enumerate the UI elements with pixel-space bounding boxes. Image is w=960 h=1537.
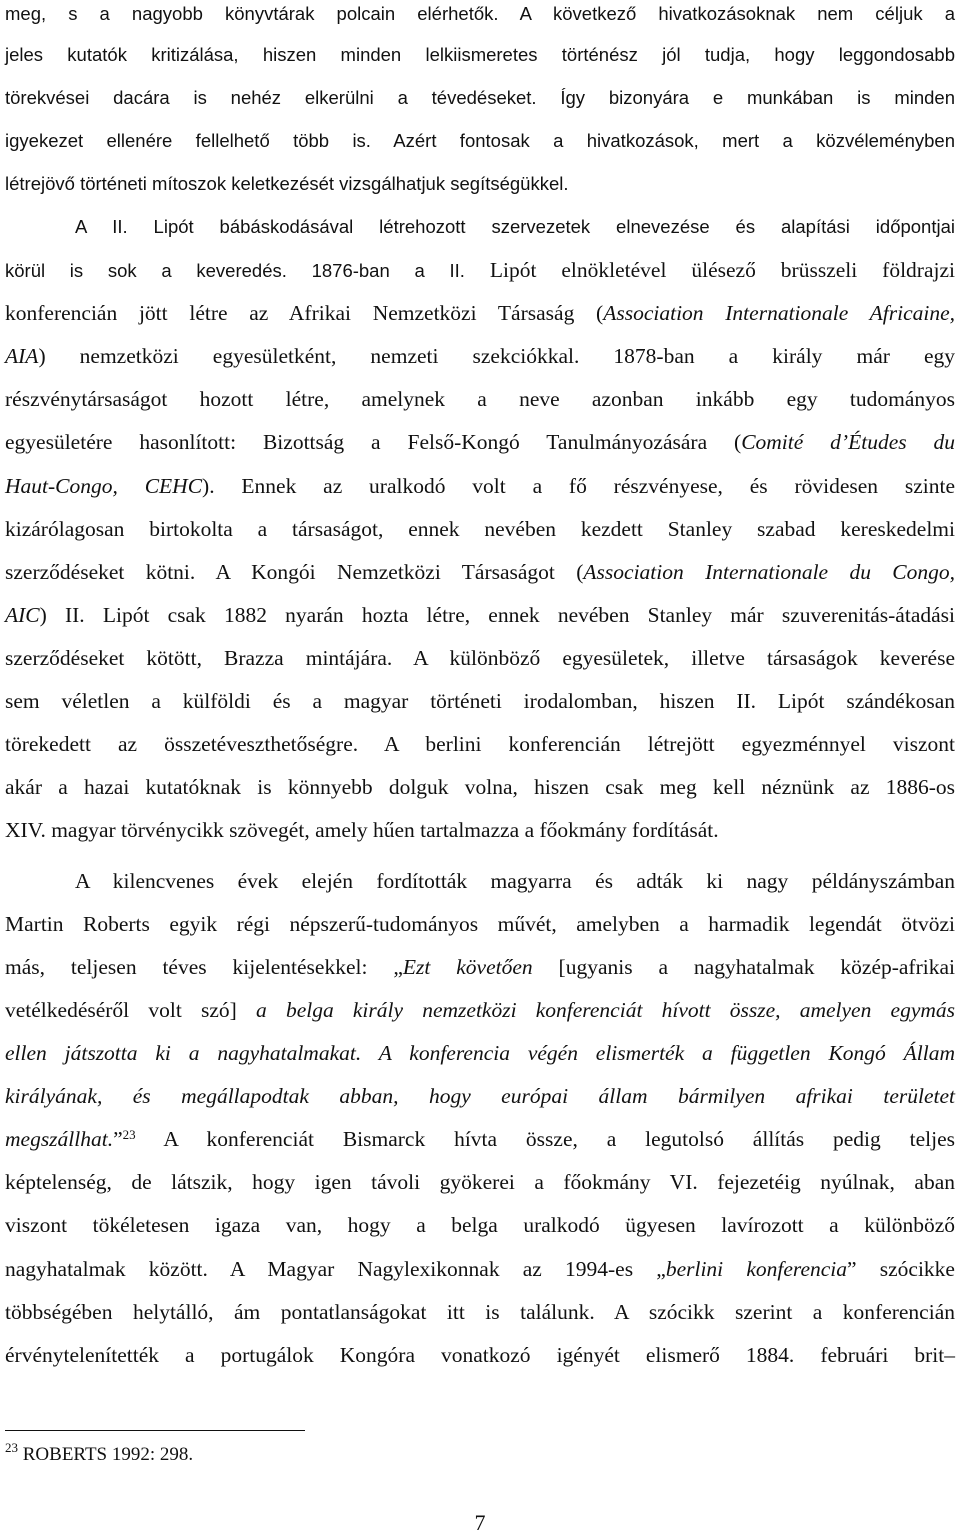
italic-text-run: a belga király nemzetközi konferenciát hívott össze, amelyen egymás <box>256 998 955 1022</box>
text-run: létrejövő történeti mítoszok keletkezését vizsgálhatjuk segítségükkel. <box>5 173 569 194</box>
text-run: Lipót elnökletével ülésező brüsszeli földrajzi <box>464 258 955 282</box>
text-run: részvénytársaságot hozott létre, amelynek a neve azonban inkább egy tudományos <box>5 387 955 411</box>
text-run: szerződéseket kötött, Brazza mintájára. A különböző egyesületek, illetve társaságok keverése <box>5 646 955 670</box>
text-run: A konferenciát Bismarck hívta össze, a legutolsó állítás pedig teljes <box>135 1127 955 1151</box>
paragraph-line <box>5 644 955 672</box>
text-run: ). Ennek az uralkodó volt a fő részvényese, és rövidesen szinte <box>202 474 956 498</box>
paragraph-line <box>5 1341 955 1369</box>
italic-text-run: AIA <box>5 344 39 368</box>
paragraph-line <box>5 1125 955 1153</box>
paragraph-line <box>5 601 955 629</box>
page-number: 7 <box>474 1510 486 1535</box>
paragraph-line <box>5 816 955 844</box>
text-run: konferencián jött létre az Afrikai Nemzetközi Társaság ( <box>5 301 604 325</box>
paragraph-line <box>5 256 955 285</box>
text-run: ) nemzetközi egyesületként, nemzeti szekciókkal. 1878-ban a király már egy <box>38 344 955 368</box>
paragraph-line <box>5 385 955 413</box>
text-run: érvénytelenítették a portugálok Kongóra vonatkozó igényét elismerő 1884. februári brit– <box>5 1343 955 1367</box>
paragraph-line <box>5 1168 955 1196</box>
paragraph-line <box>5 730 955 758</box>
paragraph-line <box>5 687 955 715</box>
text-run: A II. Lipót bábáskodásával létrehozott szervezetek elnevezése és alapítási időpontjai <box>75 216 955 237</box>
paragraph-line <box>5 127 955 155</box>
paragraph-line <box>5 910 955 938</box>
footnote-reference[interactable]: 23 <box>122 1127 136 1142</box>
text-run: nagyhatalmak között. A Magyar Nagylexikonnak az 1994-es „ <box>5 1257 666 1281</box>
text-run: egyesületére hasonlított: Bizottság a Felső-Kongó Tanulmányozására ( <box>5 430 742 454</box>
italic-text-run: Association Internationale du Congo, <box>583 560 955 584</box>
paragraph-line <box>5 515 955 543</box>
paragraph-line <box>5 1082 955 1110</box>
text-run: ) II. Lipót csak 1882 nyarán hozta létre, ennek nevében Stanley már szuverenitás-átadási <box>39 603 955 627</box>
text-run: vetélkedéséről volt szó] <box>5 998 256 1022</box>
text-run: [ugyanis a nagyhatalmak közép-afrikai <box>532 955 955 979</box>
text-run: A kilencvenes évek elején fordították magyarra és adták ki nagy példányszámban <box>75 869 955 893</box>
paragraph-line <box>5 1255 955 1283</box>
footnote <box>5 1440 194 1466</box>
text-run: körül is sok a keveredés. 1876-ban a II. <box>5 260 465 281</box>
paragraph-line <box>5 472 955 500</box>
text-run: Martin Roberts egyik régi népszerű-tudományos művét, amelyben a harmadik legendát ötvözi <box>5 912 955 936</box>
italic-text-run: Ezt követően <box>402 955 533 979</box>
text-run: törekedett az összetéveszthetőségre. A berlini konferencián létrejött egyezménnyel viszont <box>5 732 955 756</box>
paragraph-line <box>5 996 955 1024</box>
text-run: igyekezet ellenére fellelhető több is. Azért fontosak a hivatkozások, mert a közvéleményben <box>5 130 955 151</box>
text-run: akár a hazai kutatóknak is könnyebb dolguk volna, hiszen csak meg kell néznünk az 1886-os <box>5 775 955 799</box>
text-run: XIV. magyar törvénycikk szövegét, amely hűen tartalmazza a főokmány fordítását. <box>5 818 719 842</box>
paragraph-line <box>5 84 955 112</box>
paragraph-line <box>5 1039 955 1067</box>
paragraph-line <box>5 428 955 456</box>
text-run: törekvései dacára is nehéz elkerülni a tévedéseket. Így bizonyára e munkában is minden <box>5 87 955 108</box>
italic-text-run: Association Internationale Africaine, <box>603 301 956 325</box>
italic-text-run: AIC <box>5 603 40 627</box>
italic-text-run: ellen játszotta ki a nagyhatalmakat. A konferencia végén elismerték a független Kongó Állam <box>5 1041 955 1065</box>
italic-text-run: berlini konferencia <box>665 1257 848 1281</box>
text-run: más, teljesen téves kijelentésekkel: „ <box>5 955 403 979</box>
footnote-text: ROBERTS 1992: 298. <box>18 1444 194 1465</box>
text-run: meg, s a nagyobb könyvtárak polcain elérhetők. A következő hivatkozásoknak nem céljuk a <box>5 3 955 24</box>
paragraph-line <box>5 773 955 801</box>
text-run: ” <box>113 1127 123 1151</box>
text-run: kizárólagosan birtokolta a társaságot, ennek nevében kezdett Stanley szabad kereskedelmi <box>5 517 955 541</box>
text-run: képtelenség, de látszik, hogy igen távoli gyökerei a főokmány VI. fejezetéig nyúlnak, aban <box>5 1170 955 1194</box>
text-run: viszont tökéletesen igaza van, hogy a belga uralkodó ügyesen lavírozott a különböző <box>5 1213 955 1237</box>
text-run: többségében helytálló, ám pontatlanságokat itt is találunk. A szócikk szerint a konferencián <box>5 1300 955 1324</box>
paragraph-line <box>5 953 955 981</box>
footnote-number: 23 <box>5 1440 18 1455</box>
italic-text-run: Comité d’Études du <box>741 430 955 454</box>
paragraph-line <box>5 0 955 28</box>
italic-text-run: megszállhat. <box>5 1127 114 1151</box>
paragraph-line <box>5 1298 955 1326</box>
italic-text-run: Haut-Congo, CEHC <box>5 474 203 498</box>
text-run: jeles kutatók kritizálása, hiszen minden lelkiismeretes történész jól tudja, hogy leggondosabb <box>5 44 955 65</box>
paragraph-line <box>75 213 955 241</box>
text-run: sem véletlen a külföldi és a magyar történeti irodalomban, hiszen II. Lipót szándékosan <box>5 689 955 713</box>
paragraph-line <box>5 1211 955 1239</box>
paragraph-line <box>5 342 955 370</box>
paragraph-line <box>75 867 955 895</box>
paragraph-line <box>5 299 955 327</box>
text-run: ” szócikke <box>847 1257 955 1281</box>
paragraph-line <box>5 41 955 69</box>
text-run: szerződéseket kötni. A Kongói Nemzetközi Társaságot ( <box>5 560 584 584</box>
footnote-divider <box>5 1430 305 1431</box>
italic-text-run: királyának, és megállapodtak abban, hogy európai állam bármilyen afrikai területet <box>5 1084 955 1108</box>
paragraph-line <box>5 170 955 198</box>
paragraph-line <box>5 558 955 586</box>
